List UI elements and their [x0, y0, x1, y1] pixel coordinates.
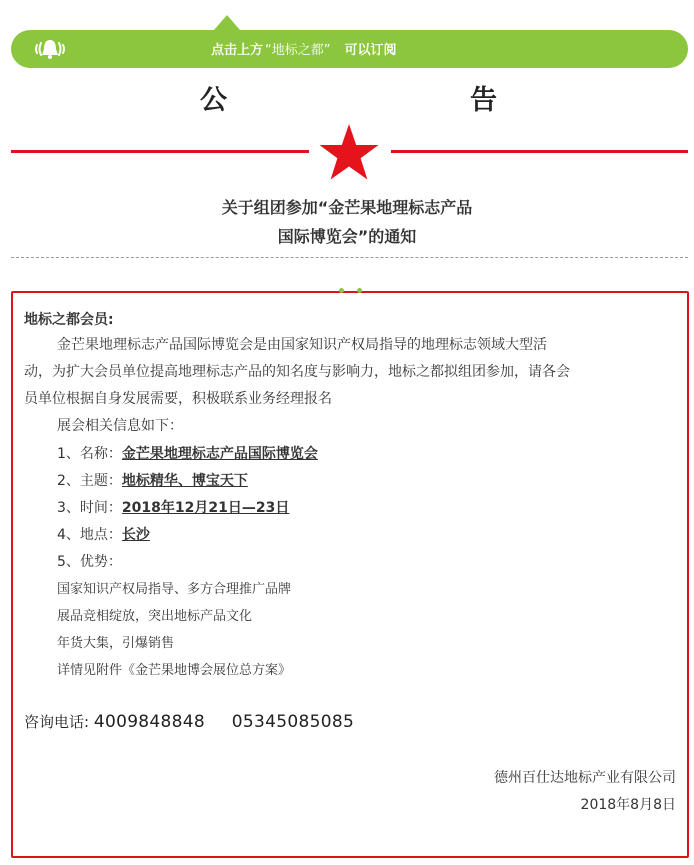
info-item-time: [57, 497, 289, 517]
heading-left: 公: [200, 85, 227, 116]
info-item-place: [57, 524, 150, 544]
subscribe-banner[interactable]: [11, 30, 688, 68]
heading-right: 告: [470, 85, 497, 116]
item-label: 4、地点：: [57, 527, 122, 543]
info-item-name: [57, 443, 318, 463]
paragraph-line: 动，为扩大会员单位提高地理标志产品的知名度与影响力，地标之都拟组团参加，请各会: [24, 364, 570, 380]
paragraph-line: 金芒果地理标志产品国际博览会是由国家知识产权局指导的地理标志领域大型活: [57, 337, 547, 353]
item-label: 5、优势：: [57, 554, 122, 570]
info-item-advantage: [57, 551, 122, 571]
red-divider-right: [391, 150, 688, 153]
notice-title-line1: 关于组团参加“金芒果地理标志产品: [221, 198, 473, 217]
salutation: 地标之都会员:: [24, 312, 114, 328]
contact-phone: [24, 711, 354, 732]
notice-title-line2: 国际博览会”的通知: [277, 227, 417, 246]
advantage-line: 展品竞相绽放，突出地标产品文化: [57, 609, 253, 624]
banner-prefix: 点击上方: [211, 43, 264, 58]
item-value: 金芒果地理标志产品国际博览会: [121, 446, 318, 462]
item-value: 地标精华、博宝天下: [121, 473, 248, 489]
company-name: 德州百仕达地标产业有限公司: [494, 770, 676, 786]
advantage-line: 年货大集，引爆销售: [57, 636, 175, 651]
phone-number-1[interactable]: 4009848848: [93, 712, 206, 732]
banner-pointer: [214, 15, 240, 30]
attachment-note: 详情见附件《金芒果地博会展位总方案》: [57, 663, 292, 678]
bell-icon: [33, 36, 67, 62]
green-dot: [339, 288, 344, 293]
item-label: 3、时间：: [57, 500, 122, 516]
red-star-icon: [318, 122, 380, 182]
banner-text: [211, 39, 397, 58]
info-intro: 展会相关信息如下：: [57, 418, 183, 434]
green-dot: [357, 288, 362, 293]
info-item-theme: [57, 470, 248, 490]
item-value: 2018年12月21日—23日: [121, 500, 290, 516]
item-value: 长沙: [121, 527, 150, 543]
phone-label: 咨询电话:: [24, 713, 90, 731]
dashed-divider: [11, 257, 688, 258]
notice-date: 2018年8月8日: [580, 797, 676, 813]
banner-brand: “地标之都”: [265, 43, 331, 58]
paragraph-line: 员单位根据自身发展需要，积极联系业务经理报名: [24, 391, 332, 407]
red-divider-left: [11, 150, 309, 153]
phone-number-2[interactable]: 05345085085: [231, 712, 355, 732]
banner-subscribe: 可以订阅: [344, 43, 397, 58]
advantage-line: 国家知识产权局指导、多方合理推广品牌: [57, 582, 292, 597]
item-label: 2、主题：: [57, 473, 122, 489]
item-label: 1、名称：: [57, 446, 122, 462]
